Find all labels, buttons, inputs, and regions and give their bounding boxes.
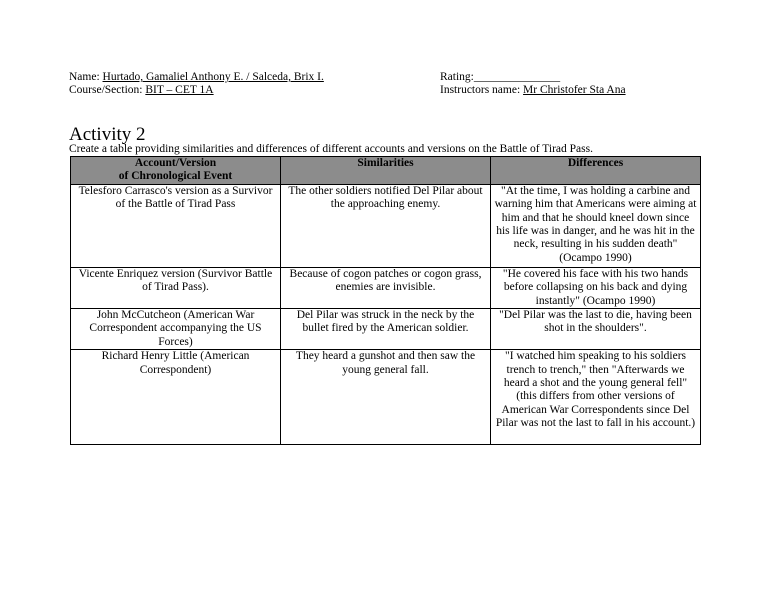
table-row (71, 350, 701, 445)
differences-cell: "Del Pilar was the last to die, having been shot in the shoulders". (491, 309, 701, 350)
header-account-line2: of Chronological Event (118, 170, 233, 183)
rating-label: Rating: (440, 71, 474, 83)
course-label: Course/Section: (69, 84, 143, 96)
name-label: Name: (69, 71, 100, 83)
account-cell: Vicente Enriquez version (Survivor Battle of Tirad Pass). (71, 267, 281, 308)
header-account (71, 157, 281, 185)
header-similarities: Similarities (281, 157, 491, 185)
name-line (69, 70, 324, 84)
activity-title: Activity 2 (69, 124, 146, 145)
similarities-cell: The other soldiers notified Del Pilar about the approaching enemy. (281, 184, 491, 267)
instructor-label: Instructors name: (440, 84, 521, 96)
table-row (71, 309, 701, 350)
instructor-value: Mr Christofer Sta Ana (523, 84, 626, 96)
differences-cell: "I watched him speaking to his soldiers trench to trench," then "Afterwards we heard a shot and the young general fell" (this differs from other versions of American War Correspondents since Del Pilar was not the last to fall in his account.) (491, 350, 701, 445)
activity-instructions: Create a table providing similarities and differences of different accounts and versions on the Battle of Tirad Pass. (69, 143, 593, 155)
table-row (71, 184, 701, 267)
table-row (71, 267, 701, 308)
account-cell: Telesforo Carrasco's version as a Survivor of the Battle of Tirad Pass (71, 184, 281, 267)
rating-line (440, 70, 560, 84)
account-cell: John McCutcheon (American War Correspondent accompanying the US Forces) (71, 309, 281, 350)
header-differences: Differences (491, 157, 701, 185)
rating-value: _______________ (473, 71, 561, 83)
name-value: Hurtado, Gamaliel Anthony E. / Salceda, Brix I. (102, 71, 324, 83)
table-header-row (71, 157, 701, 185)
course-line (69, 83, 214, 97)
instructor-line (440, 83, 626, 97)
account-cell: Richard Henry Little (American Correspondent) (71, 350, 281, 445)
header-account-line1: Account/Version (134, 157, 217, 169)
accounts-table (70, 156, 701, 445)
similarities-cell: They heard a gunshot and then saw the young general fall. (281, 350, 491, 445)
differences-cell: "He covered his face with his two hands before collapsing on his back and dying instantly" (Ocampo 1990) (491, 267, 701, 308)
differences-cell: "At the time, I was holding a carbine and warning him that Americans were aiming at him and that he should kneel down since his life was in danger, and he was hit in the neck, resulting in his sudden death" (Ocampo 1990) (491, 184, 701, 267)
similarities-cell: Because of cogon patches or cogon grass, enemies are invisible. (281, 267, 491, 308)
similarities-cell: Del Pilar was struck in the neck by the bullet fired by the American soldier. (281, 309, 491, 350)
course-value: BIT – CET 1A (145, 84, 214, 96)
